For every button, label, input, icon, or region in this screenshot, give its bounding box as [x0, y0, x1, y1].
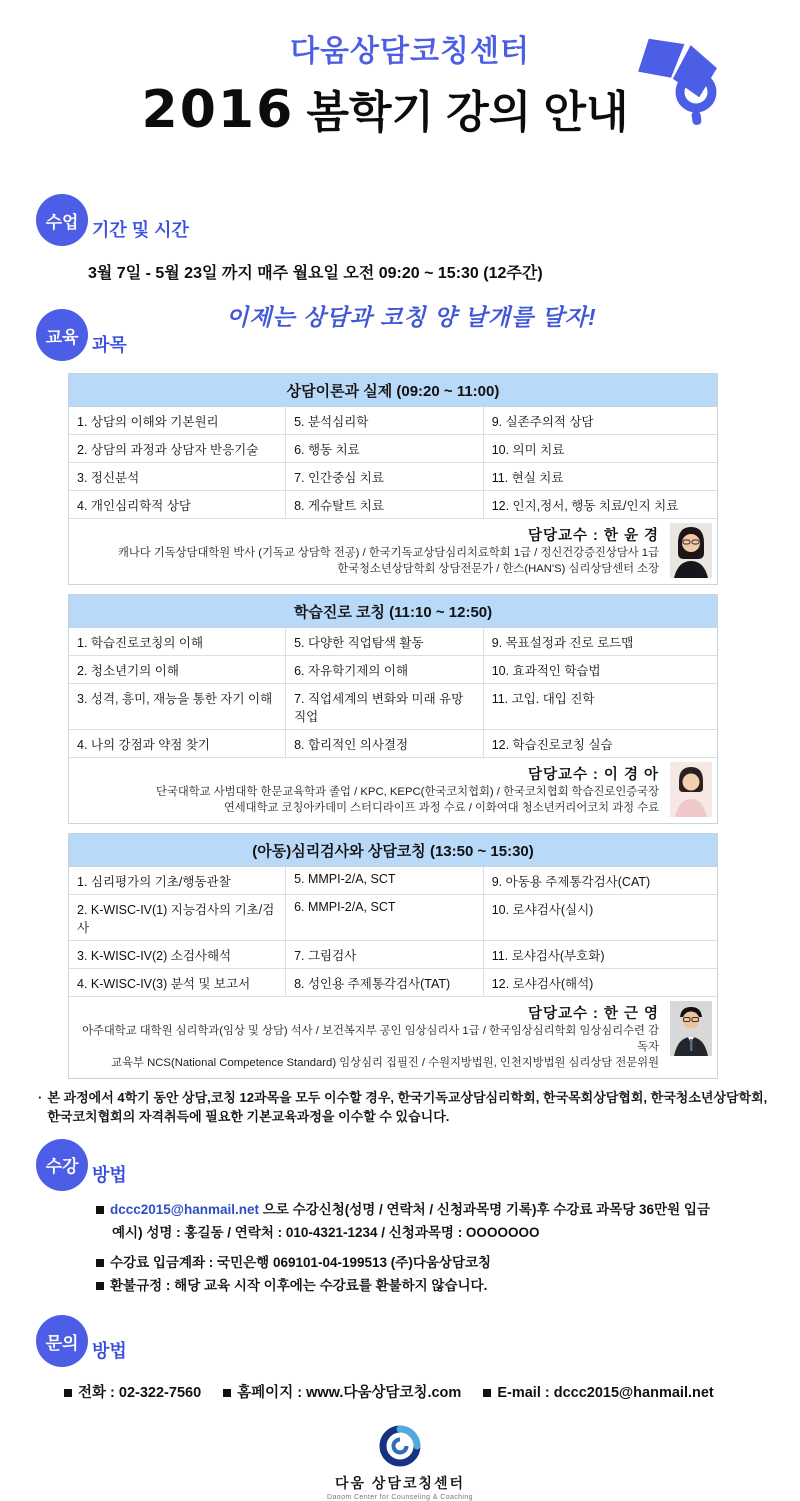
enroll-account-text: 수강료 입금계좌 : 국민은행 069101-04-199513 (주)다움상담코칭	[110, 1254, 492, 1270]
square-bullet-icon	[223, 1389, 231, 1397]
title-year: 2016	[141, 80, 295, 140]
footer-tagline: Daoom Center for Counseling & Coaching	[327, 1494, 473, 1501]
enroll-body	[96, 1199, 800, 1297]
topic-cell: 9. 실존주의적 상담	[491, 415, 594, 429]
enroll-email-link[interactable]: dccc2015@hanmail.net	[110, 1201, 259, 1217]
topic-cell: 12. 학습진로코칭 실습	[491, 737, 613, 752]
education-badge: 교육	[36, 309, 88, 361]
topic-cell: 5. 분석심리학	[286, 407, 484, 434]
topic-cell: 7. 직업세계의 변화와 미래 유망 직업	[286, 684, 484, 729]
course-tables	[68, 373, 718, 1079]
header	[0, 0, 800, 140]
footer	[0, 1426, 800, 1501]
enroll-line-apply	[96, 1199, 800, 1221]
table-row	[69, 941, 717, 969]
topic-cell: 7. 인간중심 치료	[286, 463, 484, 490]
note-text: 본 과정에서 4학기 동안 상담,코칭 12과목을 모두 이수할 경우, 한국기독교상담심리학회, 한국목회상담협회, 한국청소년상담학회, 한국코치협회의 자격취득에 필요한 기본교육과정을 이수할 수 있습니다.	[47, 1089, 768, 1125]
topic-cell: 11. 고입. 대입 진학	[491, 691, 595, 706]
book-magnifier-icon	[622, 28, 732, 128]
topic-cell: 8. 성인용 주제통각검사(TAT)	[286, 969, 484, 996]
topic-cell: 9. 아동용 주제통각검사(CAT)	[491, 874, 651, 889]
table-row	[69, 969, 717, 997]
enroll-refund-text: 환불규정 : 해당 교육 시작 이후에는 수강료를 환불하지 않습니다.	[110, 1278, 488, 1294]
instructor-block	[69, 519, 717, 584]
course-title: 학습진로 코칭 (11:10 ~ 12:50)	[69, 595, 717, 628]
inquiry-homepage[interactable]: 홈페이지 : www.다움상담코칭.com	[223, 1385, 461, 1401]
topic-cell: 2. K-WISC-IV(1) 지능검사의 기초/검사	[69, 895, 286, 940]
table-row	[69, 895, 717, 941]
note-bullet: ·	[38, 1089, 43, 1105]
education-badge-label: 과목	[92, 335, 127, 355]
inquiry-email[interactable]: E-mail : dccc2015@hanmail.net	[483, 1385, 713, 1401]
table-row	[69, 491, 717, 519]
course-table-1	[68, 373, 718, 585]
table-row	[69, 463, 717, 491]
topic-cell: 2. 상담의 과정과 상담자 반응기술	[69, 435, 286, 462]
instructor-credential: 교육부 NCS(National Competence Standard) 임상심리 집필진 / 수원지방법원, 인천지방법원 심리상담 전문위원	[111, 1057, 659, 1070]
footer-center-name: 다움 상담코칭센터	[334, 1475, 466, 1491]
enroll-line-refund	[96, 1275, 800, 1297]
inquiry-badge: 문의	[36, 1315, 88, 1367]
topic-cell: 4. 개인심리학적 상담	[69, 491, 286, 518]
schedule-text: 3월 7일 - 5월 23일 까지 매주 월요일 오전 09:20 ~ 15:30 (12주간)	[88, 265, 543, 282]
topic-cell: 12. 로샤검사(해석)	[491, 976, 594, 991]
instructor-credential: 캐나다 기독상담대학원 박사 (기독교 상담학 전공) / 한국기독교상담심리치료학회 1급 / 정신건강증진상담사 1급	[117, 547, 659, 559]
topic-cell: 1. 심리평가의 기초/행동관찰	[69, 867, 286, 894]
topic-cell: 3. K-WISC-IV(2) 소검사해석	[69, 941, 286, 968]
enroll-line-account	[96, 1252, 800, 1274]
inquiry-section-heading	[36, 1315, 800, 1367]
class-badge: 수업	[36, 194, 88, 246]
table-row	[69, 435, 717, 463]
course-table-2	[68, 594, 718, 824]
topic-cell: 3. 성격, 흥미, 재능을 통한 자기 이해	[69, 684, 286, 729]
inquiry-phone: 전화 : 02-322-7560	[64, 1385, 201, 1401]
topic-cell: 6. MMPI-2/A, SCT	[286, 895, 484, 940]
table-row	[69, 730, 717, 758]
center-name: 다움상담코칭센터	[290, 35, 530, 68]
topic-cell: 10. 효과적인 학습법	[491, 663, 601, 678]
instructor-photo	[670, 762, 712, 817]
instructor-credential: 한국청소년상담학회 상담전문가 / 한스(HAN'S) 심리상담센터 소장	[337, 563, 659, 576]
inquiry-body	[64, 1381, 800, 1402]
inquiry-badge-label: 방법	[92, 1341, 127, 1361]
topic-cell: 11. 현실 치료	[491, 471, 564, 485]
square-bullet-icon	[483, 1389, 491, 1397]
instructor-credential: 단국대학교 사범대학 한문교육학과 졸업 / KPC, KEPC(한국코치협회) / 한국코치협회 학습진로인증국장	[156, 785, 659, 798]
table-row	[69, 867, 717, 895]
course-title: 상담이론과 실제 (09:20 ~ 11:00)	[69, 374, 717, 407]
topic-cell: 11. 로샤검사(부호화)	[491, 948, 605, 963]
instructor-block	[69, 997, 717, 1078]
enroll-apply-text: 으로 수강신청(성명 / 연락처 / 신청과목명 기록)후 수강료 과목당 36만원 입금	[258, 1201, 710, 1217]
topic-cell: 12. 인지,정서, 행동 치료/인지 치료	[491, 499, 679, 513]
class-badge-label: 기간 및 시간	[92, 220, 189, 240]
topic-cell: 5. MMPI-2/A, SCT	[286, 867, 484, 894]
topic-cell: 10. 로샤검사(실시)	[491, 902, 594, 917]
title-rest: 봄학기 강의 안내	[294, 88, 629, 137]
topic-cell: 3. 정신분석	[69, 463, 286, 490]
topic-cell: 8. 합리적인 의사결정	[286, 730, 484, 757]
topic-cell: 4. K-WISC-IV(3) 분석 및 보고서	[69, 969, 286, 996]
topic-cell: 10. 의미 치료	[491, 443, 565, 457]
enroll-badge: 수강	[36, 1139, 88, 1191]
topic-cell: 6. 자유학기제의 이해	[286, 656, 484, 683]
topic-cell: 2. 청소년기의 이해	[69, 656, 286, 683]
table-row	[69, 628, 717, 656]
instructor-block	[69, 758, 717, 823]
enroll-example-text: 예시) 성명 : 홍길동 / 연락처 : 010-4321-1234 / 신청과목명 : OOOOOOO	[112, 1225, 540, 1241]
instructor-name: 담당교수 : 한 근 영	[528, 1005, 659, 1022]
topic-cell: 7. 그림검사	[286, 941, 484, 968]
course-title: (아동)심리검사와 상담코칭 (13:50 ~ 15:30)	[69, 834, 717, 867]
education-section-heading	[36, 305, 800, 361]
instructor-photo	[670, 1001, 712, 1056]
table-row	[69, 656, 717, 684]
center-logo-icon	[380, 1426, 420, 1466]
topic-cell: 5. 다양한 직업탐색 활동	[286, 628, 484, 655]
enroll-section-heading	[36, 1139, 800, 1191]
slogan-text: 이제는 상담과 코칭 양 날개를 달자!	[226, 304, 597, 330]
instructor-credential: 연세대학교 코칭아카데미 스터디라이프 과정 수료 / 이화여대 청소년커리어코치 과정 수료	[223, 802, 659, 815]
instructor-name: 담당교수 : 이 경 아	[528, 766, 659, 783]
class-section-heading	[36, 194, 800, 246]
topic-cell: 9. 목표설정과 진로 로드맵	[491, 635, 634, 650]
instructor-photo	[670, 523, 712, 578]
course-table-3	[68, 833, 718, 1079]
completion-note	[38, 1088, 768, 1127]
topic-cell: 1. 상담의 이해와 기본원리	[69, 407, 286, 434]
topic-cell: 4. 나의 강점과 약점 찾기	[69, 730, 286, 757]
square-bullet-icon	[96, 1206, 104, 1214]
table-row	[69, 407, 717, 435]
topic-cell: 8. 게슈탈트 치료	[286, 491, 484, 518]
square-bullet-icon	[64, 1389, 72, 1397]
table-row	[69, 684, 717, 730]
instructor-name: 담당교수 : 한 윤 경	[528, 528, 659, 544]
topic-cell: 6. 행동 치료	[286, 435, 484, 462]
instructor-credential: 아주대학교 대학원 심리학과(임상 및 상담) 석사 / 보건복지부 공인 임상심리사 1급 / 한국임상심리학회 임상심리수련 감독자	[82, 1024, 659, 1053]
enroll-badge-label: 방법	[92, 1164, 127, 1185]
topic-cell: 1. 학습진로코칭의 이해	[69, 628, 286, 655]
square-bullet-icon	[96, 1259, 104, 1267]
square-bullet-icon	[96, 1282, 104, 1290]
